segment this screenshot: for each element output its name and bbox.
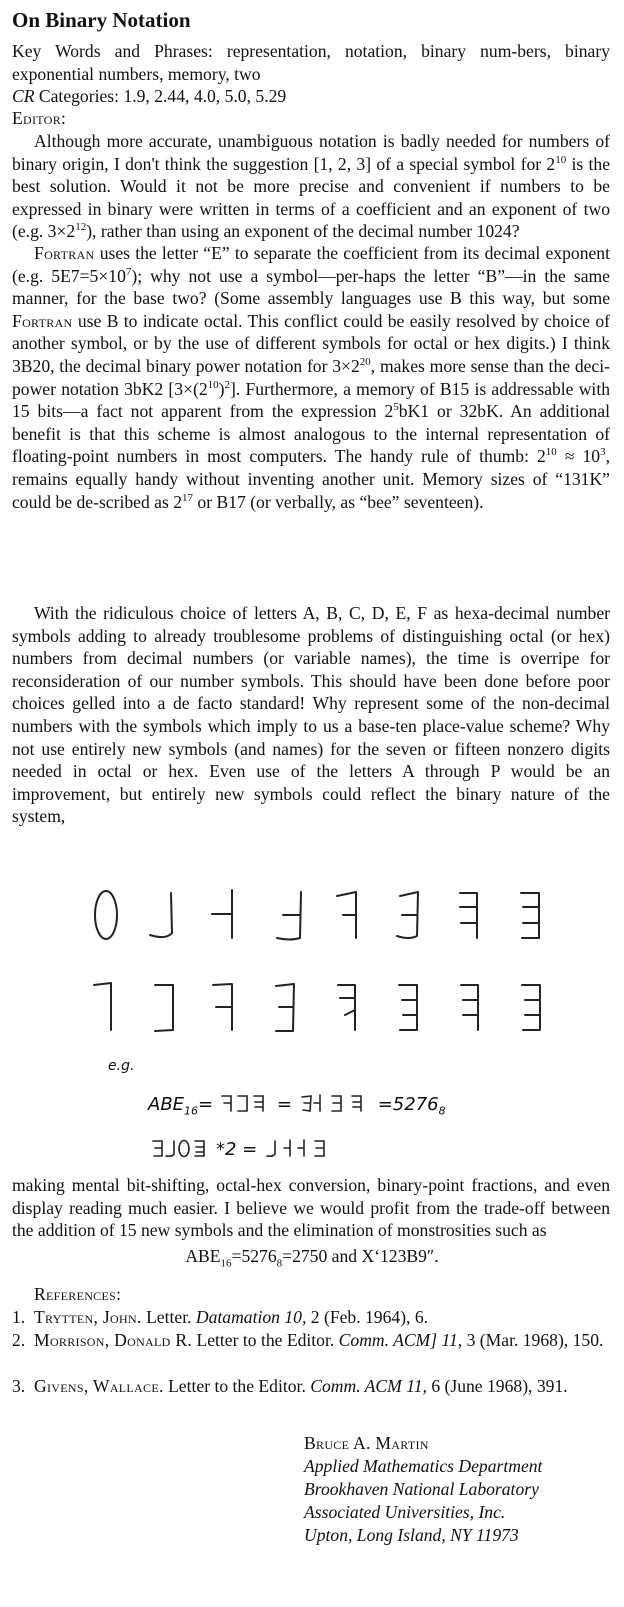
- ref-pre: Letter.: [146, 1307, 192, 1327]
- ref-author: Trytten, John.: [34, 1307, 142, 1327]
- glyph-13: [399, 985, 417, 1030]
- reference-2: [12, 1329, 612, 1352]
- formula-rest: =2750 and X‘123B9″.: [282, 1246, 439, 1266]
- hw-5276-sub: 8: [438, 1104, 446, 1118]
- glyph-12: [338, 985, 355, 1030]
- ref-num: 2.: [12, 1330, 26, 1350]
- p2-fortran: Fortran: [34, 243, 95, 263]
- reference-3: [12, 1375, 612, 1398]
- ref-journal: Comm. ACM] 11,: [338, 1330, 463, 1350]
- p2-text-g: ≈ 10: [556, 446, 601, 467]
- ref-journal: Comm. ACM 11,: [310, 1376, 427, 1396]
- glyph-8: [94, 983, 111, 1030]
- p2-sup-d2: 2: [224, 378, 231, 391]
- p1-sup-a: 10: [555, 153, 567, 166]
- cr-values: 1.9, 2.44, 4.0, 5.0, 5.29: [123, 86, 287, 106]
- signature-name: Bruce A. Martin: [304, 1433, 429, 1453]
- signature-block: [304, 1432, 604, 1547]
- glyph-10: [213, 984, 232, 1030]
- p2-text-c: use B to indicate octal. This conflict could be easily resolved by choice of another symbol, or by the use of different symbols for octal or hex digits.) I think 3B20, the decimal binary power notation for 3×2: [12, 310, 610, 376]
- hw-glyphs-left: [150, 1138, 216, 1158]
- formula-abe-sub: 16: [220, 1257, 232, 1270]
- p2-sup-c: 20: [359, 356, 371, 369]
- paragraph-3: With the ridiculous choice of letters A, B, C, D, E, F as hexa-decimal number symbols adding to already troublesome problems of distinguishing octal (or hex) numbers from decimal numbers (or variable names), the time is overripe for reconsideration of our number symbols. This should have been done before poor choices gelled into a de facto standard! Why represent some of the non-decimal numbers with the symbols which imply to us a base-ten place-value scheme? Why not use entirely new symbols (and names) for the seven or fifteen nonzero digits needed in octal or hex. Even use of the letters A through P would be an improvement, but entirely new symbols could reflect the binary nature of the system,: [12, 603, 610, 827]
- ref-post: 2 (Feb. 1964), 6.: [310, 1307, 429, 1327]
- handwritten-example-1: [148, 1093, 446, 1117]
- ref-num: 3.: [12, 1376, 26, 1396]
- article-title: On Binary Notation: [12, 8, 191, 32]
- signature-address: Upton, Long Island, NY 11973: [304, 1525, 519, 1545]
- p2-text-h: , remains equally handy without inventing another unit. Memory sizes of “131K” could be de-scribed as 2: [12, 446, 610, 512]
- p2-sup-h: 17: [182, 491, 194, 504]
- p1-sup-b: 12: [75, 221, 87, 234]
- p2-text-a: uses the letter “E” to separate the coefficient from its decimal exponent (e.g. 5E7=5×10: [12, 243, 610, 286]
- p2-sup-g: 3: [600, 446, 606, 459]
- formula-5276: =5276: [231, 1246, 277, 1266]
- keywords-text: representation, notation, binary num-bers, binary exponential numbers, memory, two: [12, 41, 610, 84]
- p2-sup-a: 7: [125, 265, 132, 278]
- p2-text-b: ); why not use a symbol—per-haps the letter “B”—in the same manner, for the base two? (Some assembly languages use B this way, but some: [12, 265, 610, 309]
- signature-org: Associated Universities, Inc.: [304, 1502, 506, 1522]
- ref-author: Givens, Wallace.: [34, 1376, 164, 1396]
- p1-text-c: ), rather than using an exponent of the decimal number 1024?: [86, 221, 520, 242]
- p2-sup-f: 10: [545, 446, 557, 459]
- formula-line: [0, 1245, 624, 1268]
- ref-pre: Letter to the Editor.: [196, 1330, 335, 1350]
- p1-text-b: is the best solution. Would it not be more precise and convenient if numbers to be expressed in binary were written in terms of a coefficient and an exponent of two (e.g. 3×2: [12, 153, 610, 242]
- hw-eq-2: =: [276, 1094, 292, 1115]
- formula-abe: ABE: [185, 1246, 221, 1266]
- ref-pre: Letter to the Editor.: [168, 1376, 306, 1396]
- ref-post: 6 (June 1968), 391.: [431, 1376, 568, 1396]
- formula-5276-sub: 8: [276, 1257, 283, 1270]
- glyph-9: [155, 985, 173, 1031]
- hw-hex-glyphs: [219, 1093, 277, 1113]
- signature-lab: Brookhaven National Laboratory: [304, 1479, 539, 1499]
- p2-fortran-2: Fortran: [12, 310, 73, 331]
- references-heading: References:: [34, 1284, 122, 1304]
- ref-num: 1.: [12, 1307, 26, 1327]
- p2-text-d: , makes more sense than the deci-power notation 3bK2 [3×(2: [12, 355, 610, 399]
- hw-times-two: *2 =: [216, 1139, 258, 1160]
- p1-text-a: Although more accurate, unambiguous notation is badly needed for numbers of binary origin, I don't think the suggestion [1, 2, 3] of a special symbol for 2: [12, 131, 610, 174]
- signature-dept: Applied Mathematics Department: [304, 1456, 543, 1476]
- hw-5276: =5276: [377, 1094, 439, 1115]
- hw-abe-sub: 16: [184, 1104, 199, 1118]
- handwritten-eg: e.g.: [108, 1058, 135, 1074]
- keywords-label: Key Words and Phrases:: [12, 41, 213, 61]
- hw-oct-glyphs: [298, 1093, 378, 1113]
- reference-1: [12, 1306, 612, 1329]
- p2-text-i: or B17 (or verbally, as “bee” seventeen).: [193, 491, 484, 512]
- p2-sup-d1: 10: [207, 378, 219, 391]
- cr-label-italic: CR: [12, 86, 35, 106]
- glyph-15: [522, 985, 540, 1030]
- p2-text-d2: ): [218, 378, 225, 399]
- paragraph-4: making mental bit-shifting, octal-hex conversion, binary-point fractions, and even display reading much easier. I believe we would profit from the trade-off between the addition of 15 new symbols and the elimination of monstrosities such as: [12, 1175, 610, 1241]
- handwritten-example-2: [150, 1138, 343, 1162]
- ref-journal: Datamation 10,: [195, 1307, 307, 1327]
- hw-abe: ABE: [148, 1094, 185, 1115]
- hw-eq-1: =: [198, 1094, 214, 1115]
- ref-post: 3 (Mar. 1968), 150.: [466, 1330, 604, 1350]
- p2-text-e: ]. Furthermore, a memory of B15 is addressable with 15 bits—a fact not apparent from the expression 2: [12, 378, 611, 422]
- p2-text-f: bK1 or 32bK. An additional benefit is that this scheme is almost analogous to the internal representation of floating-point numbers in most computers. The handy rule of thumb: 2: [12, 401, 610, 467]
- cr-label: Categories:: [38, 86, 120, 106]
- glyph-11: [276, 984, 294, 1031]
- p2-sup-e: 5: [393, 401, 399, 414]
- editor-salutation: Editor:: [12, 108, 67, 128]
- glyph-14: [461, 985, 478, 1030]
- hw-glyphs-right: [263, 1138, 343, 1158]
- ref-author: Morrison, Donald R.: [34, 1330, 193, 1350]
